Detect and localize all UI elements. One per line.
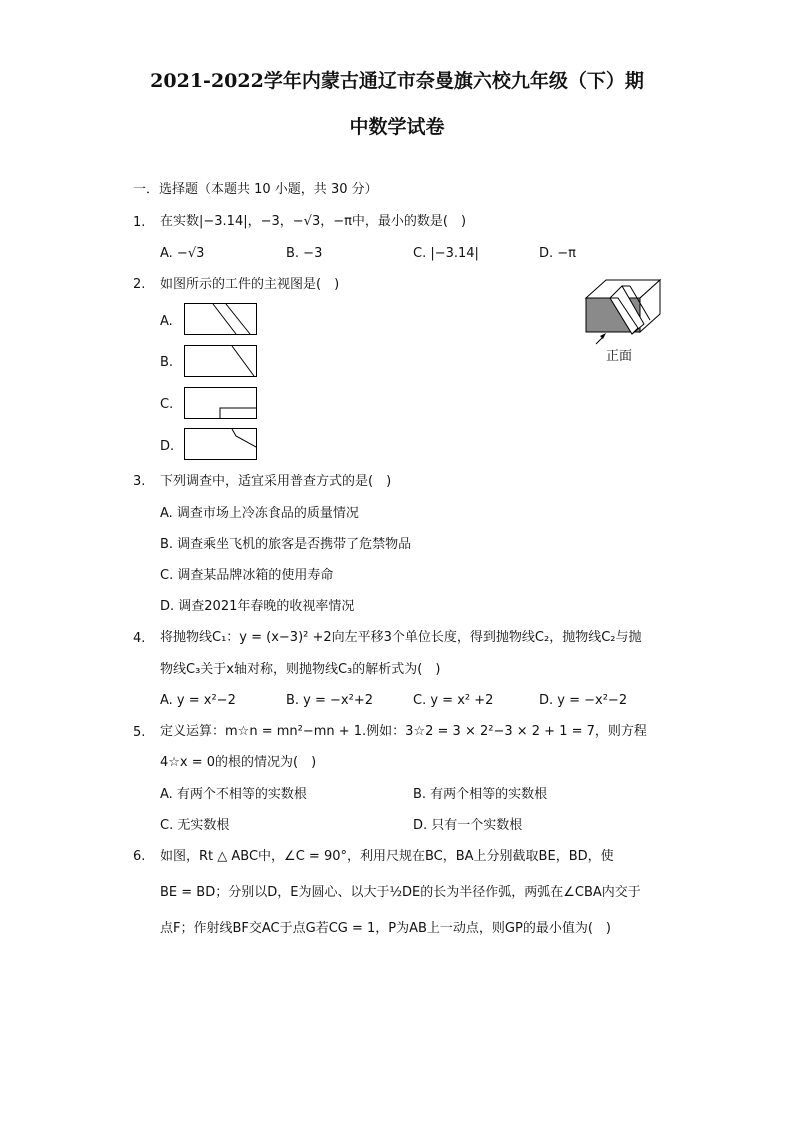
question-number: 5. <box>133 725 146 740</box>
question-stem-line2: BE = BD；分别以D，E为圆心、以大于½DE的长为半径作弧，两弧在∠CBA内交于 <box>160 885 641 900</box>
question-stem-line3: 点F；作射线BF交AC于点G若CG = 1，P为AB上一动点，则GP的最小值为( ) <box>160 921 611 936</box>
exam-title-line2: 中数学试卷 <box>349 116 445 138</box>
question-stem-line1: 如图，Rt △ ABC中，∠C = 90°，利用尺规在BC，BA上分别截取BE，BD，使 <box>160 849 614 864</box>
option-d: D. 只有一个实数根 <box>413 818 523 833</box>
option-b: B. <box>160 355 174 370</box>
option-b-figure <box>184 345 258 378</box>
question-number: 4. <box>133 631 146 646</box>
option-c-figure <box>184 387 258 420</box>
option-a: A. 有两个不相等的实数根 <box>160 787 307 802</box>
option-a: A. −√3 <box>160 246 205 261</box>
question-number: 6. <box>133 849 146 864</box>
question-number: 3. <box>133 474 146 489</box>
question-stem: 下列调查中，适宜采用普查方式的是( ) <box>160 474 392 489</box>
option-c: C. <box>160 397 174 412</box>
question-stem: 在实数|−3.14|，−3，−√3，−π中，最小的数是( ) <box>160 214 467 229</box>
option-d: D. −π <box>539 246 576 261</box>
option-a: A. <box>160 314 173 329</box>
option-b: B. y = −x²+2 <box>286 693 373 708</box>
option-a-figure <box>184 303 258 336</box>
option-c: C. 无实数根 <box>160 818 230 833</box>
question-number: 2. <box>133 277 146 292</box>
option-d-figure <box>184 428 258 461</box>
question-stem-line2: 物线C₃关于x轴对称，则抛物线C₃的解析式为( ) <box>160 662 441 677</box>
workpiece-3d-figure <box>580 276 665 348</box>
option-d: D. <box>160 439 175 454</box>
question-stem-line1: 定义运算：m☆n = mn²−mn + 1.例如：3☆2 = 3 × 2²−3 × 2 + 1 = 7，则方程 <box>160 724 647 739</box>
option-b: B. −3 <box>286 246 323 261</box>
question-number: 1. <box>133 215 146 230</box>
question-stem: 如图所示的工件的主视图是( ) <box>160 277 340 292</box>
option-d: D. 调查2021年春晚的收视率情况 <box>160 599 355 614</box>
section-heading: 一．选择题（本题共 10 小题，共 30 分） <box>133 182 378 197</box>
option-a: A. 调查市场上冷冻食品的质量情况 <box>160 506 359 521</box>
front-view-label: 正面 <box>606 349 633 364</box>
option-d: D. y = −x²−2 <box>539 693 628 708</box>
option-c: C. 调查某品牌冰箱的使用寿命 <box>160 568 334 583</box>
option-b: B. 调查乘坐飞机的旅客是否携带了危禁物品 <box>160 537 412 552</box>
option-c: C. |−3.14| <box>413 246 479 261</box>
option-b: B. 有两个相等的实数根 <box>413 787 548 802</box>
option-a: A. y = x²−2 <box>160 693 236 708</box>
exam-title-line1: 2021-2022学年内蒙古通辽市奈曼旗六校九年级（下）期 <box>150 70 644 92</box>
question-stem-line2: 4☆x = 0的根的情况为( ) <box>160 755 317 770</box>
question-stem-line1: 将抛物线C₁：y = (x−3)² +2向左平移3个单位长度，得到抛物线C₂，抛物线C₂与抛 <box>160 630 642 645</box>
option-c: C. y = x² +2 <box>413 693 494 708</box>
